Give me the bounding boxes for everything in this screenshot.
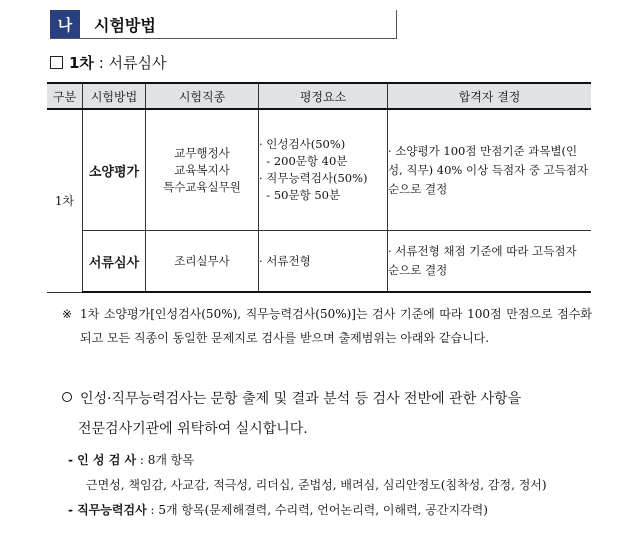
header-pass: 합격자 결정 — [388, 83, 592, 109]
category-cell: 1차 — [47, 109, 83, 292]
element-item: · 서류전형 — [259, 253, 311, 268]
test-list — [68, 448, 598, 523]
section-title: 시험방법 — [94, 16, 156, 35]
job-item: 조리실무사 — [174, 253, 230, 268]
job-item: 특수교육실무원 — [163, 179, 241, 194]
circle-note-text: 인성·직무능력검사는 문항 출제 및 결과 분석 등 검사 전반에 관한 사항을 — [80, 391, 522, 407]
ability-label: - 직무능력검사 — [68, 503, 147, 517]
circle-note — [62, 384, 592, 444]
job-item: 교육복지사 — [174, 162, 230, 177]
subheading — [50, 52, 167, 73]
personality-label: - 인 성 검 사 — [68, 453, 137, 467]
reference-mark: ※ — [62, 307, 73, 321]
ability-summary: : 5개 항목(문제해결력, 수리력, 언어논리력, 이해력, 공간지각력) — [146, 503, 488, 517]
table-header-row — [47, 83, 591, 109]
jobs-cell — [146, 109, 259, 231]
subheading-suffix: : 서류심사 — [93, 54, 167, 72]
pass-cell: · 서류전형 채점 기준에 따라 고득점자 순으로 결정 — [388, 231, 592, 293]
method-cell: 서류심사 — [83, 231, 146, 293]
circle-bullet-icon — [62, 392, 72, 402]
job-item: 교무행정사 — [174, 145, 230, 160]
section-header — [50, 10, 397, 39]
exam-method-table — [47, 82, 591, 293]
circle-note-line — [62, 384, 592, 414]
personality-items: 근면성, 책임감, 사교감, 적극성, 리더십, 준법성, 배려심, 심리안정도(침착성, 감정, 정서) — [86, 478, 547, 492]
footnote-text: 1차 소양평가[인성검사(50%), 직무능력검사(50%)]는 검사 기준에 따라 100점 만점으로 점수화되고 모든 직종이 동일한 문제지로 검사를 받으며 출제범위는 아래와 같습니다. — [80, 307, 592, 345]
header-method: 시험방법 — [83, 83, 146, 109]
personality-test-line — [68, 448, 598, 473]
subheading-prefix: 1차 — [69, 54, 94, 72]
circle-note-line: 전문검사기관에 위탁하여 실시합니다. — [78, 421, 308, 437]
checkbox-icon — [50, 56, 63, 69]
elements-cell — [259, 109, 388, 231]
elements-cell — [259, 231, 388, 293]
table-row — [47, 109, 591, 231]
pass-cell: · 소양평가 100점 만점기준 과목별(인성, 직무) 40% 이상 득점자 중 고득점자 순으로 결정 — [388, 109, 592, 231]
header-jobs: 시험직종 — [146, 83, 259, 109]
jobs-cell — [146, 231, 259, 293]
ability-test-line — [68, 498, 598, 523]
table-row — [47, 231, 591, 293]
footnote — [62, 302, 592, 350]
element-item: · 직무능력검사(50%) — [259, 171, 368, 185]
element-item: · 인성검사(50%) — [259, 137, 346, 151]
section-badge: 나 — [50, 10, 80, 38]
personality-summary: : 8개 항목 — [136, 453, 194, 467]
header-elements: 평정요소 — [259, 83, 388, 109]
header-category: 구분 — [47, 83, 83, 109]
element-item: - 200문항 40분 — [259, 154, 348, 168]
element-item: - 50문항 50분 — [259, 188, 341, 202]
method-cell: 소양평가 — [83, 109, 146, 231]
